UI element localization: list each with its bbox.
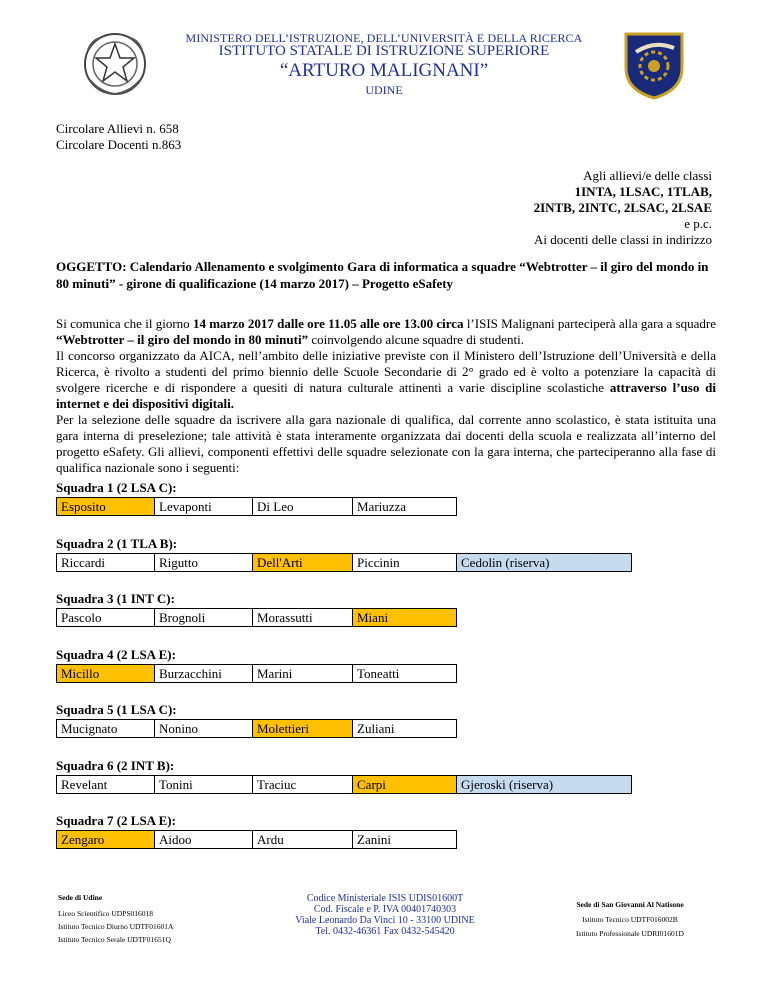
squad-member-cell: Ardu (252, 830, 353, 849)
squad-member-cell: Nonino (154, 719, 253, 738)
institute-heading: ISTITUTO STATALE DI ISTRUZIONE SUPERIORE (218, 43, 550, 59)
body-text (56, 316, 716, 476)
squad-member-cell: Revelant (56, 775, 155, 794)
squad-member-cell: Pascolo (56, 608, 155, 627)
squad-member-cell: Marini (252, 664, 353, 683)
footer-left-line: Istituto Tecnico Serale UDTF01651Q (58, 935, 171, 944)
squad-reserve-cell: Cedolin (riserva) (456, 553, 632, 572)
footer-right-line: Istituto Professionale UDRI01601D (576, 929, 684, 938)
recipients-classes-1: 1INTA, 1LSAC, 1TLAB, (574, 184, 712, 199)
squad-member-cell: Brognoli (154, 608, 253, 627)
squad-member-cell: Toneatti (352, 664, 457, 683)
squad-title: Squadra 6 (2 INT B): (56, 758, 175, 773)
squad-title: Squadra 1 (2 LSA C): (56, 480, 177, 495)
squad-member-cell: Burzacchini (154, 664, 253, 683)
circular-teachers: Circolare Docenti n.863 (56, 137, 182, 152)
squad-member-cell: Di Leo (252, 497, 353, 516)
recipients-block (352, 168, 712, 248)
squad-member-cell: Carpi (352, 775, 457, 794)
footer-center (240, 893, 530, 937)
squad-member-cell: Micillo (56, 664, 155, 683)
school-name: “ARTURO MALIGNANI” (279, 60, 489, 81)
squad-member-cell: Zengaro (56, 830, 155, 849)
squad-member-cell: Esposito (56, 497, 155, 516)
footer-right-title: Sede di San Giovanni Al Natisone (576, 900, 684, 909)
ministry-heading: MINISTERO DELL’ISTRUZIONE, DELL’UNIVERSITÀ E DELLA RICERCA (185, 31, 583, 45)
circular-students: Circolare Allievi n. 658 (56, 121, 179, 136)
footer-center-line: Tel. 0432-46361 Fax 0432-545420 (315, 926, 455, 937)
squad-member-cell: Tonini (154, 775, 253, 794)
squad-reserve-cell: Gjeroski (riserva) (456, 775, 632, 794)
footer-center-line: Codice Ministeriale ISIS UDIS01600T (306, 893, 464, 904)
squad-member-cell: Levaponti (154, 497, 253, 516)
subject-line: OGGETTO: Calendario Allenamento e svolgimento Gara di informatica a squadre “Webtrotter – il giro del mondo in 80 minuti” - girone di qualificazione (14 marzo 2017) – Progetto eSafety (56, 259, 709, 291)
paragraph-1: Si comunica che il giorno 14 marzo 2017 dalle ore 11.05 alle ore 13.00 circa l’ISIS Malignani parteciperà alla gara a squadre “Webtrotter – il giro del mondo in 80 minuti” coinvolgendo alcune squadre di studenti. (56, 316, 716, 347)
paragraph-2: Il concorso organizzato da AICA, nell’ambito delle iniziative previste con il Ministero dell’Istruzione dell’Università e della Ricerca, è rivolto a studenti del primo biennio delle Scuole Secondarie di 2° grado ed è volto a potenziare la capacità di svolgere ricerche e di rispondere a quesiti di natura culturale attinenti a varie discipline scolastiche attraverso l’uso di internet e dei dispositivi digitali. (56, 348, 716, 411)
squad-member-cell: Riccardi (56, 553, 155, 572)
recipients-pc: e p.c. (684, 216, 712, 231)
paragraph-3: Per la selezione delle squadre da iscrivere alla gara nazionale di qualifica, dal corrente anno scolastico, è stata istituita una gara interna di preselezione; tale attività è stata interamente organizzata dai docenti della scuola e realizzata all’interno del progetto eSafety. Gli allievi, componenti effettivi delle squadre selezionate con la gara interna, che parteciperanno alla fase di qualifica nazionale sono i seguenti: (56, 412, 716, 475)
recipients-classes-2: 2INTB, 2INTC, 2LSAC, 2LSAE (533, 200, 712, 215)
footer-left-line: Liceo Scientifico UDPS016018 (58, 909, 153, 918)
squad-member-cell: Rigutto (154, 553, 253, 572)
squad-member-cell: Zanini (352, 830, 457, 849)
footer-center-line: Cod. Fiscale e P. IVA 00401740303 (313, 904, 457, 915)
squad-member-cell: Mariuzza (352, 497, 457, 516)
squad-member-cell: Aidoo (154, 830, 253, 849)
squad-title: Squadra 5 (1 LSA C): (56, 702, 177, 717)
squad-member-cell: Molettieri (252, 719, 353, 738)
squad-member-cell: Dell'Arti (252, 553, 353, 572)
city-heading: UDINE (365, 83, 403, 97)
squad-member-cell: Mucignato (56, 719, 155, 738)
squad-title: Squadra 3 (1 INT C): (56, 591, 175, 606)
squad-title: Squadra 4 (2 LSA E): (56, 647, 176, 662)
squad-title: Squadra 2 (1 TLA B): (56, 536, 178, 551)
footer-left-title: Sede di Udine (58, 893, 103, 902)
footer-right-line: Istituto Tecnico UDTF016002B (582, 915, 678, 924)
squad-member-cell: Zuliani (352, 719, 457, 738)
squad-title: Squadra 7 (2 LSA E): (56, 813, 176, 828)
footer-left-line: Istituto Tecnico Diurno UDTF01601A (58, 922, 174, 931)
squad-member-cell: Morassutti (252, 608, 353, 627)
recipients-line: Agli allievi/e delle classi (583, 168, 712, 183)
recipients-teachers: Ai docenti delle classi in indirizzo (534, 232, 712, 247)
squad-member-cell: Traciuc (252, 775, 353, 794)
squad-member-cell: Miani (352, 608, 457, 627)
footer-center-line: Viale Leonardo Da Vinci 10 - 33100 UDINE (295, 915, 475, 926)
squad-member-cell: Piccinin (352, 553, 457, 572)
